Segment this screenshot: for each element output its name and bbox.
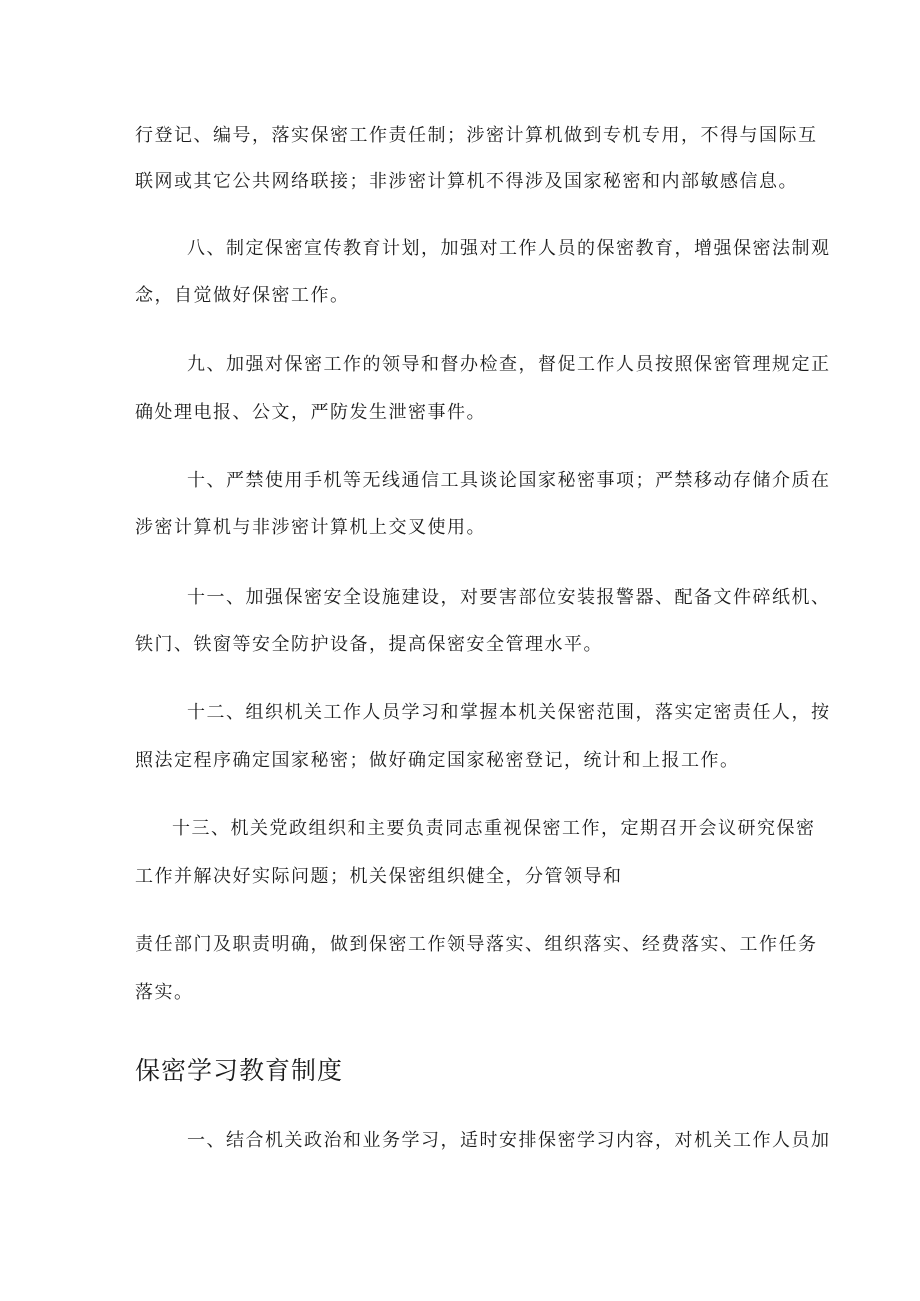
paragraph-13-line-3: 责任部门及职责明确，做到保密工作领导落实、组织落实、经费落实、工作任务 <box>135 934 818 955</box>
paragraph-13-line-4: 落实。 <box>135 982 194 1003</box>
text-line: 联网或其它公共网络联接；非涉密计算机不得涉及国家秘密和内部敏感信息。 <box>135 171 798 192</box>
paragraph-11-line-1: 十一、加强保密安全设施建设，对要害部位安装报警器、配备文件碎纸机、 <box>187 587 831 608</box>
paragraph-10-line-2: 涉密计算机与非涉密计算机上交叉使用。 <box>135 517 486 538</box>
paragraph-8-line-1: 八、制定保密宣传教育计划，加强对工作人员的保密教育，增强保密法制观 <box>187 238 831 259</box>
text-line: 行登记、编号，落实保密工作责任制；涉密计算机做到专机专用，不得与国际互 <box>135 125 818 146</box>
paragraph-11-line-2: 铁门、铁窗等安全防护设备，提高保密安全管理水平。 <box>135 634 603 655</box>
section-paragraph-1-line-1: 一、结合机关政治和业务学习，适时安排保密学习内容，对机关工作人员加 <box>187 1130 831 1151</box>
paragraph-10-line-1: 十、严禁使用手机等无线通信工具谈论国家秘密事项；严禁移动存储介质在 <box>187 470 831 491</box>
paragraph-12-line-2: 照法定程序确定国家秘密；做好确定国家秘密登记，统计和上报工作。 <box>135 750 740 771</box>
paragraph-13-line-1: 十三、机关党政组织和主要负责同志重视保密工作，定期召开会议研究保密 <box>172 818 816 839</box>
paragraph-9-line-2: 确处理电报、公文，严防发生泄密事件。 <box>135 402 486 423</box>
paragraph-12-line-1: 十二、组织机关工作人员学习和掌握本机关保密范围，落实定密责任人，按 <box>187 702 831 723</box>
section-heading: 保密学习教育制度 <box>135 1056 344 1085</box>
paragraph-13-line-2: 工作并解决好实际问题；机关保密组织健全，分管领导和 <box>135 866 623 887</box>
paragraph-9-line-1: 九、加强对保密工作的领导和督办检查，督促工作人员按照保密管理规定正 <box>187 354 831 375</box>
paragraph-8-line-2: 念，自觉做好保密工作。 <box>135 285 350 306</box>
